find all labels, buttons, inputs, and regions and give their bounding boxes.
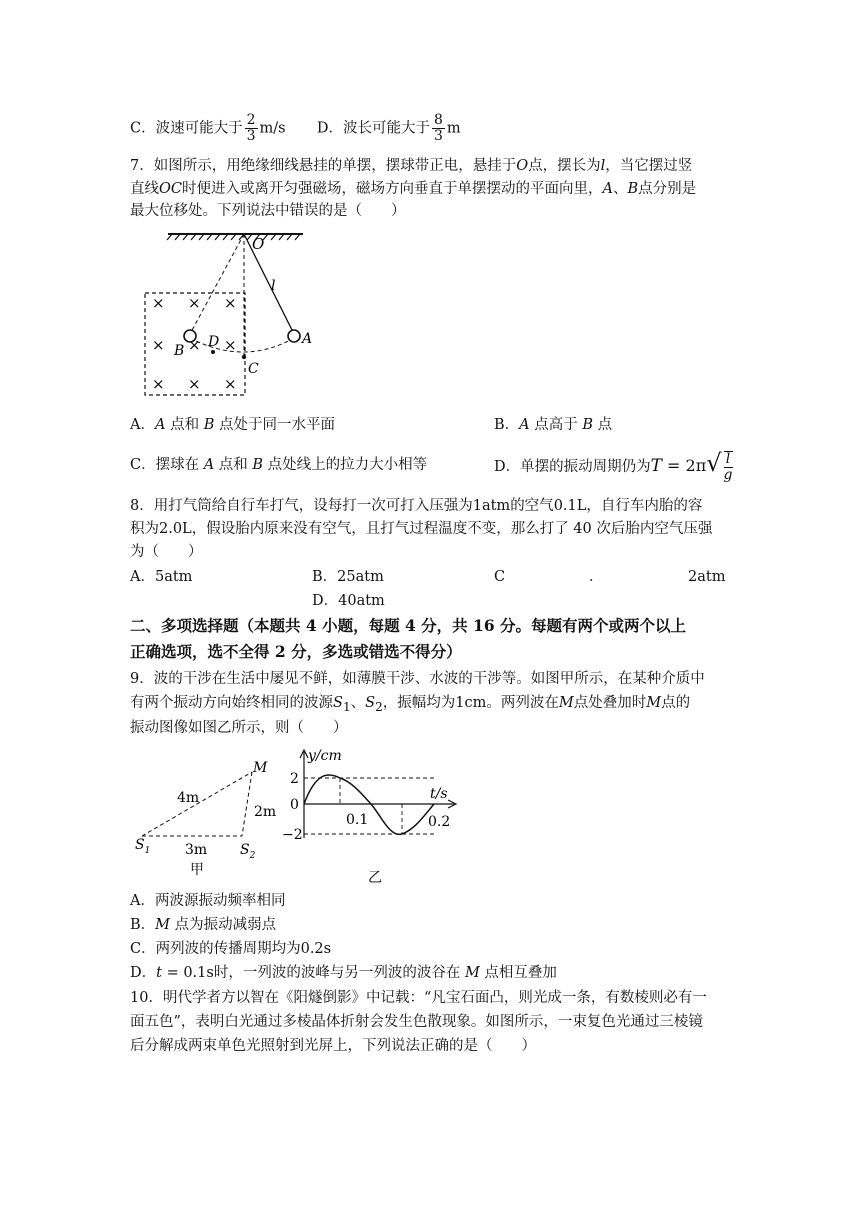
cross: × [188, 294, 201, 312]
segment-m-s2 [242, 772, 252, 836]
q7-option-b-end: 点 [593, 417, 613, 433]
q7-option-d-denominator: g [723, 467, 733, 483]
q9-point-m: M [646, 695, 662, 711]
q9-option-a: A．两波源振动频率相同 [130, 893, 286, 909]
q9-option-c-text: C．两列波的传播周期均为 [130, 941, 301, 957]
q7-stem-text-1: 7．如图所示，用绝缘细线悬挂的单摆，摆球带正电，悬挂于 [130, 158, 517, 174]
q9-amplitude: 1cm [455, 695, 487, 711]
q6-d-unit: m [446, 120, 461, 137]
q9-source-s2-sub: 2 [375, 699, 383, 714]
q10-stem-line-1: 10．明代学者方以智在《阳燧倒影》中记载：“凡宝石面凸，则光成一条，有数棱则必有一 [130, 990, 707, 1006]
q9-option-c [130, 938, 331, 960]
q8-stem-line-1 [130, 495, 702, 517]
label-s2 [240, 842, 256, 861]
q6-option-d: D．波长可能大于 [316, 120, 430, 137]
q9-stem-text-2a: 有两个振动方向始终相同的波源 [130, 695, 333, 711]
q7-option-d-numerator: l [724, 452, 733, 468]
q9-figure-yi [282, 746, 462, 886]
q9-option-d-m: M [464, 965, 480, 981]
q9-option-b-end: 点为振动减弱点 [170, 917, 277, 933]
q7-option-d-prefix: D．单摆的振动周期仍为 [494, 459, 651, 475]
q7-option-a-prefix: A． [130, 417, 155, 433]
q6-c-unit: m/s [259, 120, 286, 137]
q7-length-l: l [600, 158, 606, 174]
q6-c-numerator: 2 [246, 112, 256, 128]
label-4m: 4m [177, 790, 200, 806]
q9-option-d-t: t [156, 965, 162, 981]
q7-stem-line-1 [130, 155, 692, 177]
q8-option-a: A．5atm [130, 569, 193, 585]
cross: × [224, 294, 237, 312]
q7-option-a-pa: A [154, 417, 166, 433]
q7-option-b-pa: A [519, 417, 530, 433]
q7-stem-text-2d: 点分别是 [638, 181, 697, 197]
q7-sep: 、 [612, 181, 628, 197]
q7-option-c [130, 454, 427, 476]
section-2-heading-line-1: 二、多项选择题（本题共 4 小题，每题 4 分，共 16 分。每题有两个或两个以上 [130, 616, 687, 635]
q8-option-d: D．40atm [312, 593, 385, 609]
q7-option-a-mid: 点和 [165, 417, 204, 433]
q9-option-c-period: 0.2s [300, 941, 332, 957]
caption-yi: 乙 [368, 870, 382, 886]
q8-option-c-dot: ． [589, 569, 604, 585]
q7-option-b [494, 414, 612, 436]
q8-stem-text-1a: 8．用打气筒给自行车打气，设每打一次可打入压强为 [130, 498, 473, 514]
q7-option-c-prefix: C．摆球在 [130, 457, 204, 473]
q9-stem-line-3: 振动图像如图乙所示，则（ ） [130, 720, 348, 736]
q7-pendulum-figure [138, 226, 338, 402]
q8-option-c-value: 2atm [688, 569, 726, 585]
q10-stem-line-3: 后分解成两束单色光照射到光屏上，下列说法正确的是（ ） [130, 1038, 536, 1054]
q7-option-c-pb: B [252, 457, 264, 473]
label-l: l [271, 278, 276, 294]
sqrt-icon: √ [706, 449, 722, 477]
y-axis-label [307, 748, 342, 764]
label-o: O [252, 235, 265, 253]
q7-option-a-end: 点处于同一水平面 [214, 417, 335, 433]
label-s1-sub: 1 [144, 846, 151, 856]
q7-point-o: O [516, 158, 529, 174]
q6-d-denominator: 3 [433, 128, 443, 144]
q7-point-a: A [602, 181, 613, 197]
q8-stem-line-3: 为（ ） [130, 544, 203, 560]
q9-option-d [130, 962, 557, 984]
q9-stem-text-2e: 点的 [661, 695, 691, 711]
q7-option-d [494, 441, 735, 489]
q9-stem-line-1: 9．波的干涉在生活中屡见不鲜，如薄膜干涉、水波的干涉等。如图甲所示，在某种介质中 [130, 671, 705, 687]
q9-option-d-time: = 0.1s [161, 965, 214, 981]
tick-x-0-2: 0.2 [428, 814, 451, 830]
q7-option-d-fraction [724, 451, 733, 483]
q9-sep: 、 [350, 695, 366, 711]
tick-y-2: 2 [290, 771, 299, 787]
q9-figure-jia [130, 752, 280, 882]
q7-option-c-mid: 点和 [214, 457, 253, 473]
cross: × [188, 336, 201, 354]
q6-c-denominator: 3 [246, 128, 256, 144]
q8-tire-volume: 2.0L [159, 521, 192, 537]
cross: × [152, 336, 165, 354]
label-d: D [208, 334, 220, 350]
q7-option-d-period-symbol: T [650, 456, 662, 476]
q7-option-a-pb: B [203, 417, 215, 433]
q9-option-d-prefix: D． [130, 965, 157, 981]
cross: × [152, 375, 165, 393]
q7-option-b-pb: B [582, 417, 594, 433]
q9-option-b-prefix: B． [130, 917, 156, 933]
q9-option-d-end: 点相互叠加 [479, 965, 557, 981]
q6-option-c-fraction [245, 113, 258, 144]
caption-jia: 甲 [190, 862, 204, 878]
label-s1-letter: S [135, 837, 145, 853]
bob-at-a [288, 330, 300, 342]
q8-stem-text-2b: ，假设胎内原来没有空气，且打气过程温度不变，那么打了 40 次后胎内空气压强 [191, 521, 713, 537]
q8-stem-line-2 [130, 518, 712, 540]
label-s2-sub: 2 [249, 851, 256, 861]
q8-option-b: B．25atm [312, 569, 384, 585]
label-2m: 2m [254, 804, 277, 820]
tick-y-minus-2: −2 [282, 827, 303, 843]
label-a: A [302, 331, 313, 347]
q8-option-c-letter: C [494, 569, 506, 585]
q8-stem-text-1c: ，自行车内胎的容 [586, 498, 703, 514]
q9-option-b [130, 914, 276, 936]
q7-option-a [130, 414, 335, 436]
sine-wave [304, 775, 434, 835]
q6-option-d-fraction [432, 113, 445, 144]
cross: × [152, 294, 165, 312]
pendulum-string-b-dashed [190, 234, 244, 334]
q8-pressure: 1atm [472, 498, 511, 514]
q9-source-s2: S [365, 695, 376, 711]
q7-stem-text-2a: 直线 [130, 181, 159, 197]
q7-stem-line-3: 最大位移处。下列说法中错误的是（ ） [130, 203, 406, 219]
label-c: C [248, 361, 259, 377]
q9-source-s1: S [333, 695, 343, 711]
q9-option-b-m: M [155, 917, 171, 933]
q6-d-numerator: 8 [433, 112, 443, 128]
y-axis-label-text: y/cm [308, 748, 342, 764]
q8-stem-text-1b: 的空气 [510, 498, 554, 514]
q7-line-oc: OC [159, 181, 182, 197]
section-2-heading-line-2: 正确选项，选不全得 2 分，多选或错选不得分） [130, 642, 462, 661]
q9-stem-line-2 [130, 692, 690, 718]
q9-stem-text-2b: ，振幅均为 [382, 695, 456, 711]
q8-stem-text-2a: 积为 [130, 521, 159, 537]
q6-options-line [130, 113, 461, 144]
q9-option-d-text: 时，一列波的波峰与另一列波的波谷在 [213, 965, 465, 981]
tick-y-0: 0 [290, 797, 299, 813]
q9-stem-text-2c: 。两列波在 [486, 695, 559, 711]
q7-stem-text-2b: 时便进入或离开匀强磁场，磁场方向垂直于单摆摆动的平面向里， [181, 181, 603, 197]
field-crosses [152, 294, 237, 393]
point-d [211, 350, 215, 354]
label-s1 [135, 837, 150, 856]
label-m: M [253, 760, 268, 776]
q7-stem-text-1b: 点，摆长为 [528, 158, 601, 174]
cross: × [224, 375, 237, 393]
cross: × [224, 336, 237, 354]
q7-option-c-pa: A [203, 457, 215, 473]
label-b: B [174, 343, 185, 359]
q7-option-c-end: 点处线上的拉力大小相等 [263, 457, 428, 473]
cross: × [188, 375, 201, 393]
point-c [242, 355, 246, 359]
swing-arc [190, 338, 294, 352]
q10-stem-line-2: 面五色”，表明白光通过多棱晶体折射会发生色散现象。如图所示，一束复色光通过三棱镜 [130, 1014, 703, 1030]
label-s2-letter: S [240, 842, 250, 858]
x-axis-label: t/s [430, 786, 448, 802]
q7-stem-text-1c: ，当它摆过竖 [605, 158, 693, 174]
q7-option-d-equals: = 2π [661, 456, 707, 475]
label-3m: 3m [185, 842, 208, 858]
q7-option-b-prefix: B． [494, 417, 520, 433]
q6-option-c: C．波速可能大于 [130, 120, 243, 137]
q7-option-b-mid: 点高于 [529, 417, 583, 433]
q9-source-s1-sub: 1 [342, 699, 351, 714]
q9-point-m: M [558, 695, 574, 711]
q7-point-b: B [627, 181, 639, 197]
q8-volume: 0.1L [553, 498, 587, 514]
q9-stem-text-2d: 点处叠加时 [573, 695, 647, 711]
q7-stem-line-2 [130, 178, 696, 200]
tick-x-0-1: 0.1 [346, 812, 369, 828]
